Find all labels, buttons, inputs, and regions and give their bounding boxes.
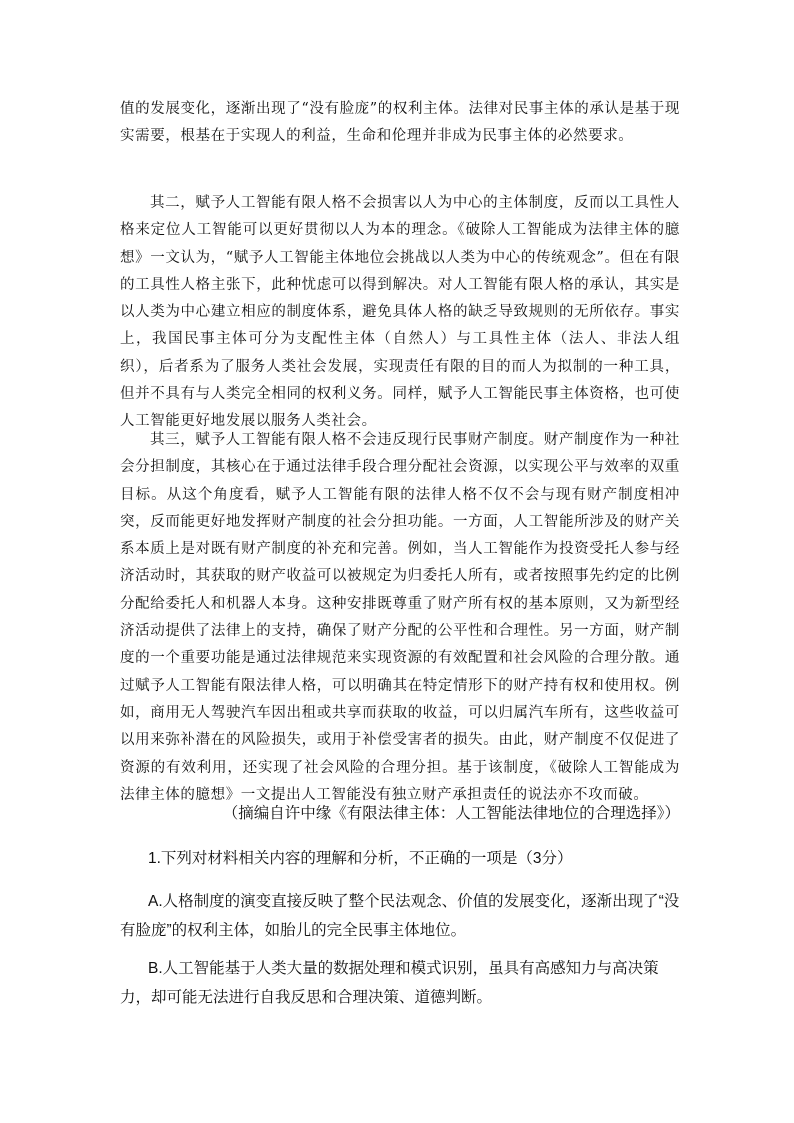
paragraph-continued: 值的发展变化，逐渐出现了“没有脸庞”的权利主体。法律对民事主体的承认是基于现实需要，根基在于实现人的利益，生命和伦理并非成为民事主体的必然要求。 <box>120 101 680 145</box>
paragraph-third-point: 其三，赋予人工智能有限人格不会违反现行民事财产制度。财产制度作为一种社会分担制度，其核心在于通过法律手段合理分配社会资源，以实现公平与效率的双重目标。从这个角度看，赋予人工智能有限的法律人格不仅不会与现有财产制度相冲突，反而能更好地发挥财产制度的社会分担功能。一方面，人工智能所涉及的财产关系本质上是对既有财产制度的补充和完善。例如，当人工智能作为投资受托人参与经济活动时，其获取的财产收益可以被规定为归委托人所有，或者按照事先约定的比例分配给委托人和机器人本身。这种安排既尊重了财产所有权的基本原则，又为新型经济活动提供了法律上的支持，确保了财产分配的公平性和合理性。另一方面，财产制度的一个重要功能是通过法律规范来实现资源的有效配置和社会风险的合理分散。通过赋予人工智能有限法律人格，可以明确其在特定情形下的财产持有权和使用权。例如，商用无人驾驶汽车因出租或共享而获取的收益，可以归属汽车所有，这些收益可以用来弥补潜在的风险损失，或用于补偿受害者的损失。由此，财产制度不仅促进了资源的有效利用，还实现了社会风险的合理分担。基于该制度，《破除人工智能成为法律主体的臆想》一文提出人工智能没有独立财产承担责任的说法亦不攻而破。 <box>120 432 680 803</box>
paragraph-second-point: 其二，赋予人工智能有限人格不会损害以人为中心的主体制度，反而以工具性人格来定位人工智能可以更好贯彻以人为本的理念。《破除人工智能成为法律主体的臆想》一文认为，“赋予人工智能主体地位会挑战以人类为中心的传统观念”。但在有限的工具性人格主张下，此种忧虑可以得到解决。对人工智能有限人格的承认，其实是以人类为中心建立相应的制度体系，避免具体人格的缺乏导致规则的无所依存。事实上，我国民事主体可分为支配性主体（自然人）与工具性主体（法人、非法人组织），后者系为了服务人类社会发展，实现责任有限的目的而人为拟制的一种工具，但并不具有与人类完全相同的权利义务。同样，赋予人工智能民事主体资格，也可使人工智能更好地发展以服务人类社会。 <box>120 195 680 430</box>
option-a: A.人格制度的演变直接反映了整个民法观念、价值的发展变化，逐渐出现了“没有脸庞”的权利主体，如胎儿的完全民事主体地位。 <box>120 893 680 939</box>
question-1: 1.下列对材料相关内容的理解和分析，不正确的一项是（3分） <box>148 850 573 867</box>
source-citation: （摘编自许中缘《有限法律主体：人工智能法律地位的合理选择》） <box>222 805 680 822</box>
option-b: B.人工智能基于人类大量的数据处理和模式识别，虽具有高感知力与高决策力，却可能无法进行自我反思和合理决策、道德判断。 <box>120 960 659 1006</box>
